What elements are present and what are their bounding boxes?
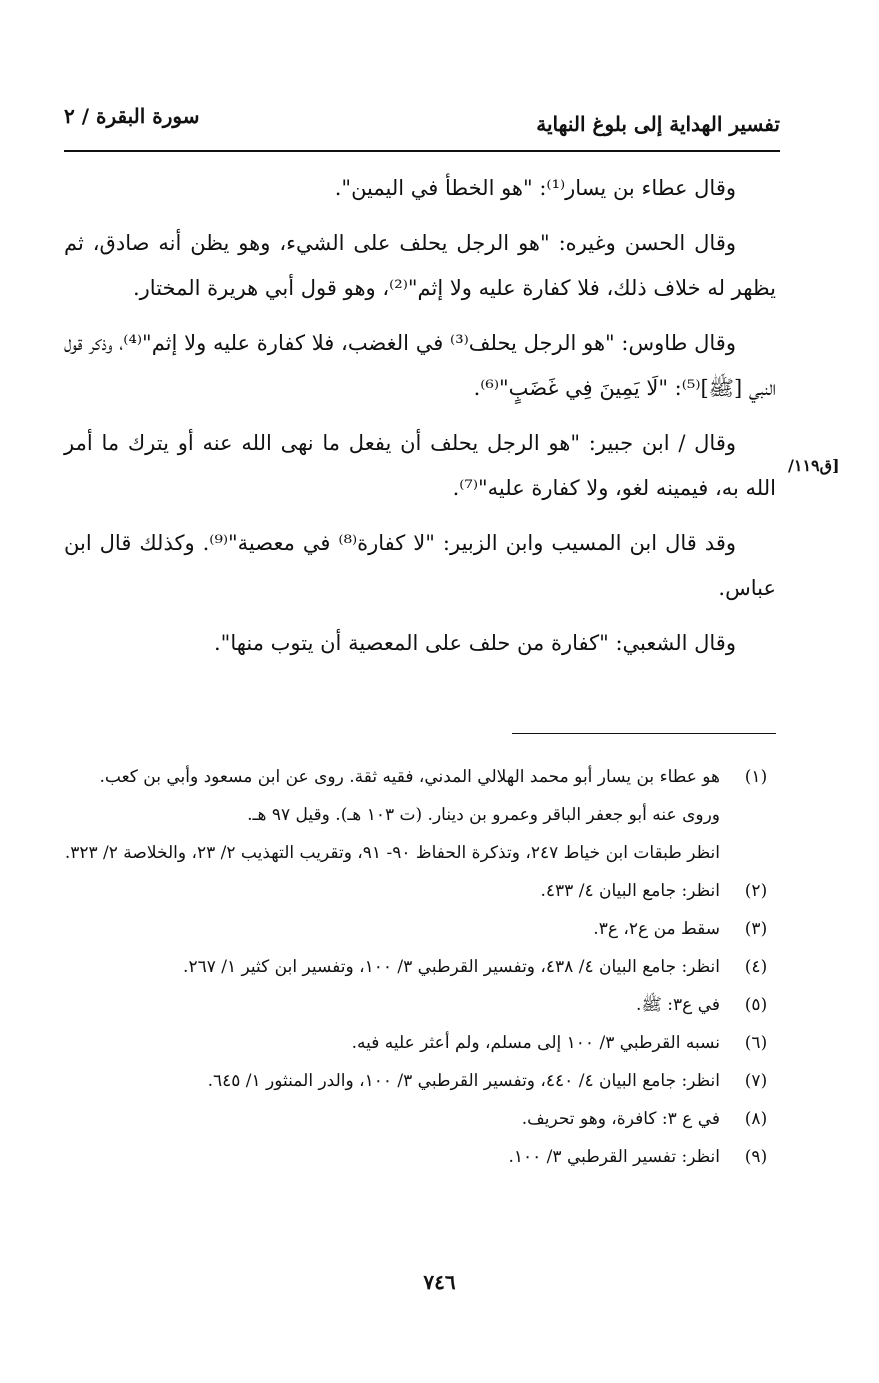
footnotes xyxy=(64,758,776,1176)
footnote-9 xyxy=(64,1138,776,1176)
footnote-line: انظر طبقات ابن خياط ٢٤٧، وتذكرة الحفاظ ٩٠- ٩١، وتقريب التهذيب ٢/ ٢٣، والخلاصة ٢/ ٣٢٣. xyxy=(64,843,720,863)
paragraph-tawus: وقال طاوس: "هو الرجل يحلف⁽³⁾ في الغضب، فلا كفارة عليه ولا إثم"⁽⁴⁾، وذكر قول النبي [ﷺ]⁽⁵⁾: "لَا يَمِينَ فِي غَضَبٍ"⁽⁶⁾. xyxy=(64,331,776,400)
footnote-number: (١) xyxy=(744,767,768,787)
footnote-number: (٥) xyxy=(744,995,768,1015)
footnote-number: (٦) xyxy=(744,1033,768,1053)
page-number: ٧٤٦ xyxy=(423,1270,456,1294)
paragraph-hasan: وقال الحسن وغيره: "هو الرجل يحلف على الشيء، وهو يظن أنه صادق، ثم يظهر له خلاف ذلك، فلا كفارة عليه ولا إثم"⁽²⁾، وهو قول أبي هريرة المختار. xyxy=(64,231,776,300)
footnote-line: انظر: تفسير القرطبي ٣/ ١٠٠. xyxy=(508,1147,720,1167)
footnote-number: (٣) xyxy=(744,919,768,939)
footnote-line: انظر: جامع البيان ٤/ ٤٣٣. xyxy=(540,881,720,901)
footnote-number: (٢) xyxy=(744,881,768,901)
header-rule xyxy=(64,150,780,152)
footnote-line: وروى عنه أبو جعفر الباقر وعمرو بن دينار. (ت ١٠٣ هـ). وقيل ٩٧ هـ. xyxy=(247,805,720,825)
paragraph-ata: وقال عطاء بن يسار⁽¹⁾: "هو الخطأ في اليمين". xyxy=(334,176,736,200)
footnote-number: (٧) xyxy=(744,1071,768,1091)
footnote-line: انظر: جامع البيان ٤/ ٤٣٨، وتفسير القرطبي ٣/ ١٠٠، وتفسير ابن كثير ١/ ٢٦٧. xyxy=(183,957,720,977)
footnote-number: (٤) xyxy=(744,957,768,977)
footnote-line: هو عطاء بن يسار أبو محمد الهلالي المدني، فقيه ثقة. روى عن ابن مسعود وأبي بن كعب. xyxy=(99,767,720,787)
footnote-line: في ع٣: ﷺ. xyxy=(635,995,720,1015)
footnote-line: انظر: جامع البيان ٤/ ٤٤٠، وتفسير القرطبي ٣/ ١٠٠، والدر المنثور ١/ ٦٤٥. xyxy=(207,1071,720,1091)
main-text xyxy=(64,166,776,676)
footnote-1 xyxy=(64,758,776,872)
footnote-2 xyxy=(64,872,776,910)
surah-title: سورة البقرة / ٢ xyxy=(64,104,200,128)
paragraph-ibn-jubayr: وقال / ابن جبير: "هو الرجل يحلف أن يفعل ما نهى الله عنه أو يترك ما أمر الله به، فيمينه لغو، ولا كفارة عليه"⁽⁷⁾. xyxy=(64,431,776,500)
footnote-separator xyxy=(512,733,776,734)
running-header xyxy=(64,100,780,150)
footnote-line: نسبه القرطبي ٣/ ١٠٠ إلى مسلم، ولم أعثر عليه فيه. xyxy=(351,1033,720,1053)
footnote-3 xyxy=(64,910,776,948)
footnote-6 xyxy=(64,1024,776,1062)
book-title: تفسير الهداية إلى بلوغ النهاية xyxy=(536,112,780,136)
footnote-number: (٩) xyxy=(744,1147,768,1167)
footnote-number: (٨) xyxy=(744,1109,768,1129)
footnote-8 xyxy=(64,1100,776,1138)
manuscript-folio-marker: [ق١١٩/ xyxy=(788,456,840,475)
footnote-line: في ع ٣: كافرة، وهو تحريف. xyxy=(521,1109,720,1129)
footnote-5 xyxy=(64,986,776,1024)
footnote-line: سقط من ع٢، ع٣. xyxy=(593,919,720,939)
footnote-4 xyxy=(64,948,776,986)
paragraph-ibn-musayyib: وقد قال ابن المسيب وابن الزبير: "لا كفارة⁽⁸⁾ في معصية"⁽⁹⁾. وكذلك قال ابن عباس. xyxy=(64,531,776,600)
footnote-7 xyxy=(64,1062,776,1100)
paragraph-shabi: وقال الشعبي: "كفارة من حلف على المعصية أن يتوب منها". xyxy=(213,631,736,655)
